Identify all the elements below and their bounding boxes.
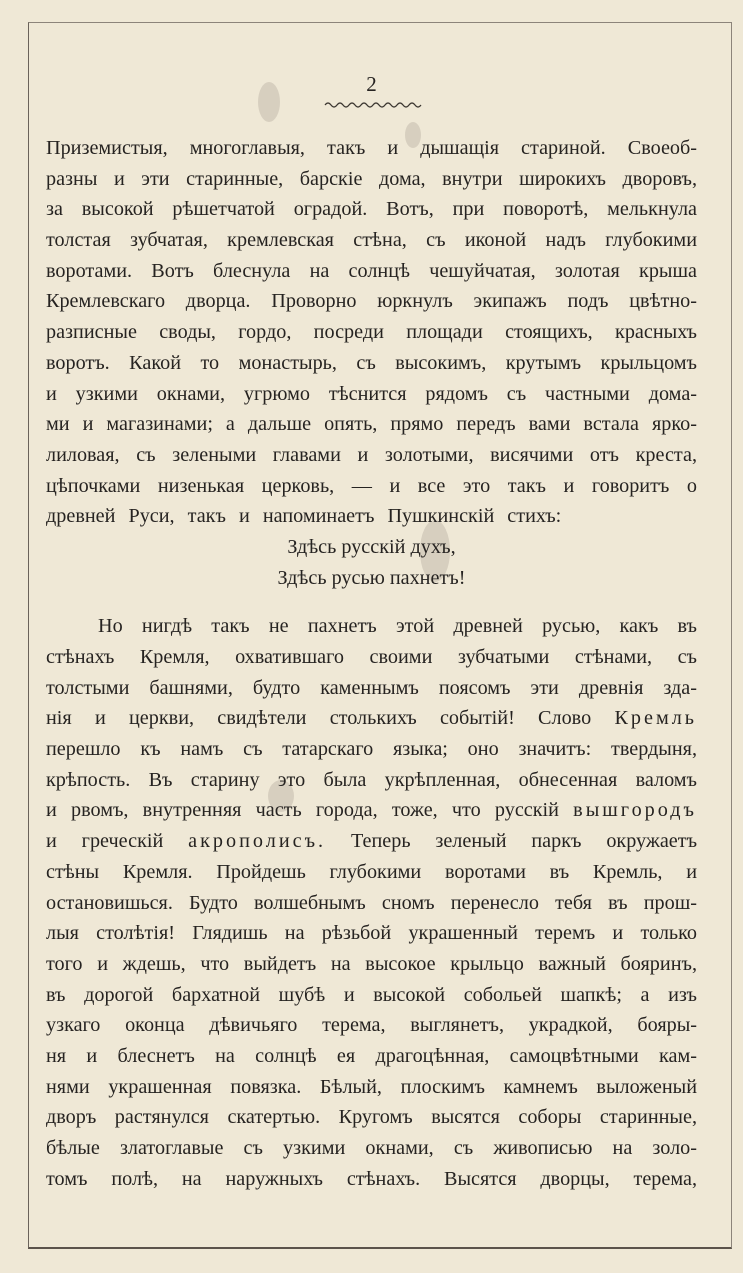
- text-fragment: и рвомъ, внутренняя часть города, тоже, что русскій: [46, 799, 559, 822]
- text-line: крѣпость. Въ старину это была укрѣпленная, обнесенная валомъ: [46, 768, 697, 791]
- emphasized-word: акрополисъ.: [188, 830, 327, 853]
- text-line: за высокой рѣшетчатой оградой. Вотъ, при поворотѣ, мелькнула: [46, 198, 697, 221]
- page-number: 2: [366, 72, 377, 96]
- text-line: стѣны Кремля. Пройдешь глубокими воротами въ Кремль, и: [46, 860, 697, 883]
- text-line: [46, 795, 697, 826]
- text-fragment: нія и церкви, свидѣтели столькихъ событій! Слово: [46, 707, 592, 730]
- text-line: разписные своды, гордо, посреди площади стоящихъ, красныхъ: [46, 321, 697, 344]
- text-fragment: и греческій: [46, 830, 164, 853]
- text-line: перешло къ намъ съ татарскаго языка; оно значитъ: твердыня,: [46, 738, 697, 761]
- emphasized-word: вышгородъ: [573, 799, 697, 822]
- text-line: воротами. Вотъ блеснула на солнцѣ чешуйчатая, золотая крыша: [46, 259, 697, 282]
- text-line: [46, 703, 697, 734]
- verse-line: Здѣсь русью пахнетъ!: [277, 566, 466, 589]
- text-line: Приземистыя, многоглавыя, такъ и дышащія стариной. Своеоб-: [46, 137, 697, 159]
- main-text: [46, 133, 697, 1194]
- text-line: ми и магазинами; а дальше опять, прямо передъ вами встала ярко-: [46, 413, 697, 436]
- text-line: нями украшенная повязка. Бѣлый, плоскимъ камнемъ выложеный: [46, 1075, 697, 1098]
- text-line: Но нигдѣ такъ не пахнетъ этой древней русью, какъ въ: [98, 615, 697, 638]
- text-line: толстая зубчатая, кремлевская стѣна, съ иконой надъ глубокими: [46, 229, 697, 252]
- text-line: въ дорогой бархатной шубѣ и высокой собольей шапкѣ; а изъ: [46, 983, 697, 1006]
- wavy-line-ornament-icon: [323, 100, 423, 110]
- text-line: бѣлые златоглавые съ узкими окнами, съ живописью на золо-: [46, 1137, 697, 1159]
- text-line: [46, 826, 697, 857]
- text-line: того и ждешь, что выйдетъ на высокое крыльцо важный бояринъ,: [46, 952, 697, 975]
- emphasized-word: Кремль: [614, 707, 697, 730]
- text-line: воротъ. Какой то монастырь, съ высокимъ, крутымъ крыльцомъ: [46, 351, 697, 374]
- text-line: древней Руси, такъ и напоминаетъ Пушкинскій стихъ:: [46, 505, 562, 528]
- text-line: ня и блеснетъ на солнцѣ ея драгоцѣнная, самоцвѣтными кам-: [46, 1044, 697, 1067]
- text-line: стѣнахъ Кремля, охватившаго своими зубчатыми стѣнами, съ: [46, 646, 697, 668]
- text-line: лиловая, съ зелеными главами и золотыми, висячими отъ креста,: [46, 443, 697, 466]
- text-line: цѣпочками низенькая церковь, — и все это такъ и говоритъ о: [46, 474, 697, 497]
- paragraph-gap: [46, 593, 697, 611]
- text-line: томъ полѣ, на наружныхъ стѣнахъ. Высятся дворцы, терема,: [46, 1167, 697, 1190]
- verse-line: Здѣсь русскій духъ,: [287, 535, 456, 558]
- text-line: дворъ растянулся скатертью. Кругомъ высятся соборы старинные,: [46, 1106, 697, 1129]
- text-line: Кремлевскаго дворца. Проворно юркнулъ экипажъ подъ цвѣтно-: [46, 290, 697, 313]
- text-line: лыя столѣтія! Глядишь на рѣзьбой украшенный теремъ и только: [46, 922, 697, 945]
- text-line: и узкими окнами, угрюмо тѣснится рядомъ съ частными дома-: [46, 382, 697, 405]
- text-line: разны и эти старинные, барскіе дома, внутри широкихъ дворовъ,: [46, 167, 697, 190]
- text-line: узкаго оконца дѣвичьяго терема, выглянетъ, украдкой, бояры-: [46, 1014, 697, 1037]
- text-fragment: Теперь зеленый паркъ окружаетъ: [350, 830, 697, 853]
- text-line: остановишься. Будто волшебнымъ сномъ перенесло тебя въ прош-: [46, 891, 697, 914]
- text-line: толстыми башнями, будто каменнымъ поясомъ эти древнія зда-: [46, 676, 697, 699]
